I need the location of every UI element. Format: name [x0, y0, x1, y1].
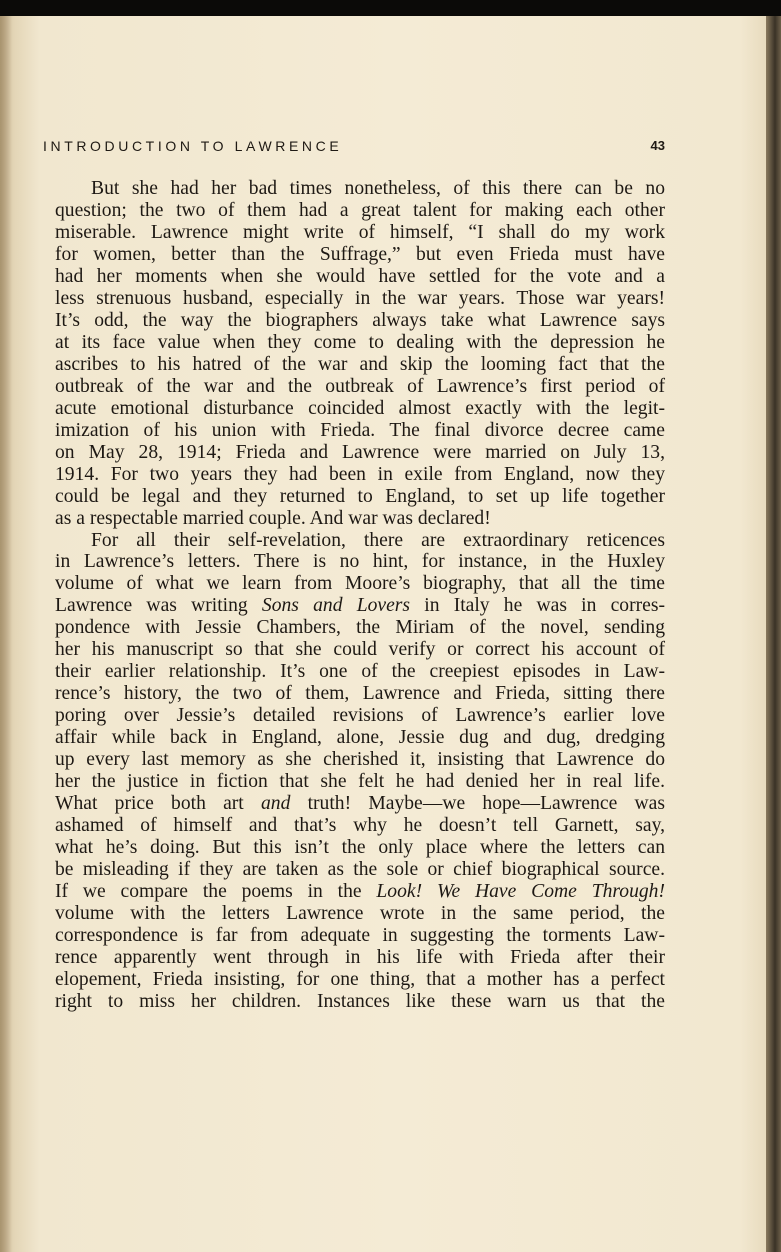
- text-line: [55, 925, 665, 947]
- italic-title: Look! We Have Come Through!: [376, 881, 665, 902]
- text-segment: could be legal and they returned to England, to set up life together: [55, 485, 665, 507]
- text-line: [55, 420, 665, 442]
- text-line: [55, 947, 665, 969]
- text-segment: pondence with Jessie Chambers, the Miriam of the novel, sending: [55, 617, 665, 639]
- text-line: [55, 639, 665, 661]
- text-line: [55, 815, 665, 837]
- text-segment: on May 28, 1914; Frieda and Lawrence were married on July 13,: [55, 441, 665, 463]
- text-segment: in Italy he was in corres-: [410, 595, 666, 617]
- text-line: [55, 376, 665, 398]
- text-segment: her his manuscript so that she could verify or correct his account of: [55, 639, 665, 661]
- running-header: [43, 138, 665, 158]
- text-segment: miserable. Lawrence might write of himself, “I shall do my work: [55, 221, 665, 243]
- text-line: [55, 222, 665, 244]
- text-segment: as a respectable married couple. And war was declared!: [55, 507, 491, 529]
- text-segment: less strenuous husband, especially in the war years. Those war years!: [55, 287, 665, 309]
- page-number: 43: [650, 138, 665, 153]
- text-line: [55, 398, 665, 420]
- binding-shadow: [0, 16, 12, 1252]
- text-segment: ashamed of himself and that’s why he doesn’t tell Garnett, say,: [55, 815, 665, 837]
- text-segment: at its face value when they come to dealing with the depression he: [55, 331, 665, 353]
- text-segment: in Lawrence’s letters. There is no hint, for instance, in the Huxley: [55, 551, 665, 573]
- text-segment: poring over Jessie’s detailed revisions of Lawrence’s earlier love: [55, 705, 665, 727]
- text-line: [55, 661, 665, 683]
- text-segment: truth! Maybe—we hope—Lawrence was: [290, 793, 665, 815]
- text-segment: imization of his union with Frieda. The final divorce decree came: [55, 419, 665, 441]
- text-segment: volume of what we learn from Moore’s biography, that all the time: [55, 573, 665, 595]
- text-segment: her the justice in fiction that she felt he had denied her in real life.: [55, 771, 665, 793]
- text-segment: If we compare the poems in the: [55, 881, 377, 902]
- text-line: [55, 595, 665, 617]
- page-edge: [766, 16, 781, 1252]
- text-line: [55, 551, 665, 573]
- body-text: [55, 178, 665, 1013]
- text-segment: ascribes to his hatred of the war and skip the looming fact that the: [55, 353, 665, 375]
- text-line: [55, 903, 665, 925]
- text-line: [55, 464, 665, 486]
- paragraph: [55, 530, 665, 1013]
- text-line: [55, 332, 665, 354]
- text-segment: For all their self-revelation, there are extraordinary reticences: [91, 529, 665, 551]
- text-line: [55, 288, 665, 310]
- text-segment: Lawrence was writing: [55, 595, 262, 617]
- text-segment: affair while back in England, alone, Jessie dug and dug, dredging: [55, 727, 665, 749]
- text-line: [55, 727, 665, 749]
- text-line: [55, 859, 665, 881]
- text-segment: But she had her bad times nonetheless, of this there can be no: [91, 178, 665, 199]
- text-line: [55, 530, 665, 552]
- text-line: [55, 310, 665, 332]
- text-segment: correspondence is far from adequate in suggesting the torments Law-: [55, 924, 665, 946]
- text-segment: volume with the letters Lawrence wrote in the same period, the: [55, 902, 665, 924]
- text-line: [55, 573, 665, 595]
- text-segment: right to miss her children. Instances like these warn us that the: [55, 990, 665, 1012]
- text-segment: up every last memory as she cherished it, insisting that Lawrence do: [55, 749, 665, 771]
- text-line: [55, 749, 665, 771]
- paragraph: [55, 178, 665, 530]
- text-segment: What price both art: [55, 793, 261, 815]
- text-segment: rence apparently went through in his life with Frieda after their: [55, 946, 665, 968]
- text-segment: what he’s doing. But this isn’t the only place where the letters can: [55, 837, 665, 859]
- text-line: [55, 200, 665, 222]
- text-segment: be misleading if they are taken as the sole or chief biographical source.: [55, 859, 665, 881]
- text-line: [55, 178, 665, 200]
- text-segment: acute emotional disturbance coincided almost exactly with the legit-: [55, 397, 665, 419]
- text-line: [55, 266, 665, 288]
- text-line: [55, 442, 665, 464]
- text-segment: had her moments when she would have settled for the vote and a: [55, 265, 665, 287]
- text-segment: 1914. For two years they had been in exile from England, now they: [55, 463, 665, 485]
- text-segment: rence’s history, the two of them, Lawrence and Frieda, sitting there: [55, 683, 665, 705]
- text-segment: elopement, Frieda insisting, for one thing, that a mother has a perfect: [55, 968, 665, 990]
- text-line: [55, 508, 665, 530]
- text-segment: It’s odd, the way the biographers always take what Lawrence says: [55, 309, 665, 331]
- text-line: [55, 793, 665, 815]
- text-line: [55, 705, 665, 727]
- scan-top-border: [0, 0, 781, 16]
- text-segment: their earlier relationship. It’s one of the creepiest episodes in Law-: [55, 661, 665, 683]
- running-title: INTRODUCTION TO LAWRENCE: [43, 138, 343, 154]
- text-segment: outbreak of the war and the outbreak of Lawrence’s first period of: [55, 375, 665, 397]
- text-segment: for women, better than the Suffrage,” but even Frieda must have: [55, 243, 665, 265]
- italic-title: Sons and Lovers: [261, 595, 411, 617]
- text-segment: question; the two of them had a great talent for making each other: [55, 199, 665, 221]
- text-line: [55, 354, 665, 376]
- text-line: [55, 969, 665, 991]
- italic-title: and: [260, 793, 291, 815]
- text-line: [55, 881, 665, 903]
- text-line: [55, 771, 665, 793]
- text-line: [55, 617, 665, 639]
- text-line: [55, 486, 665, 508]
- text-line: [55, 991, 665, 1013]
- text-line: [55, 837, 665, 859]
- text-line: [55, 683, 665, 705]
- text-line: [55, 244, 665, 266]
